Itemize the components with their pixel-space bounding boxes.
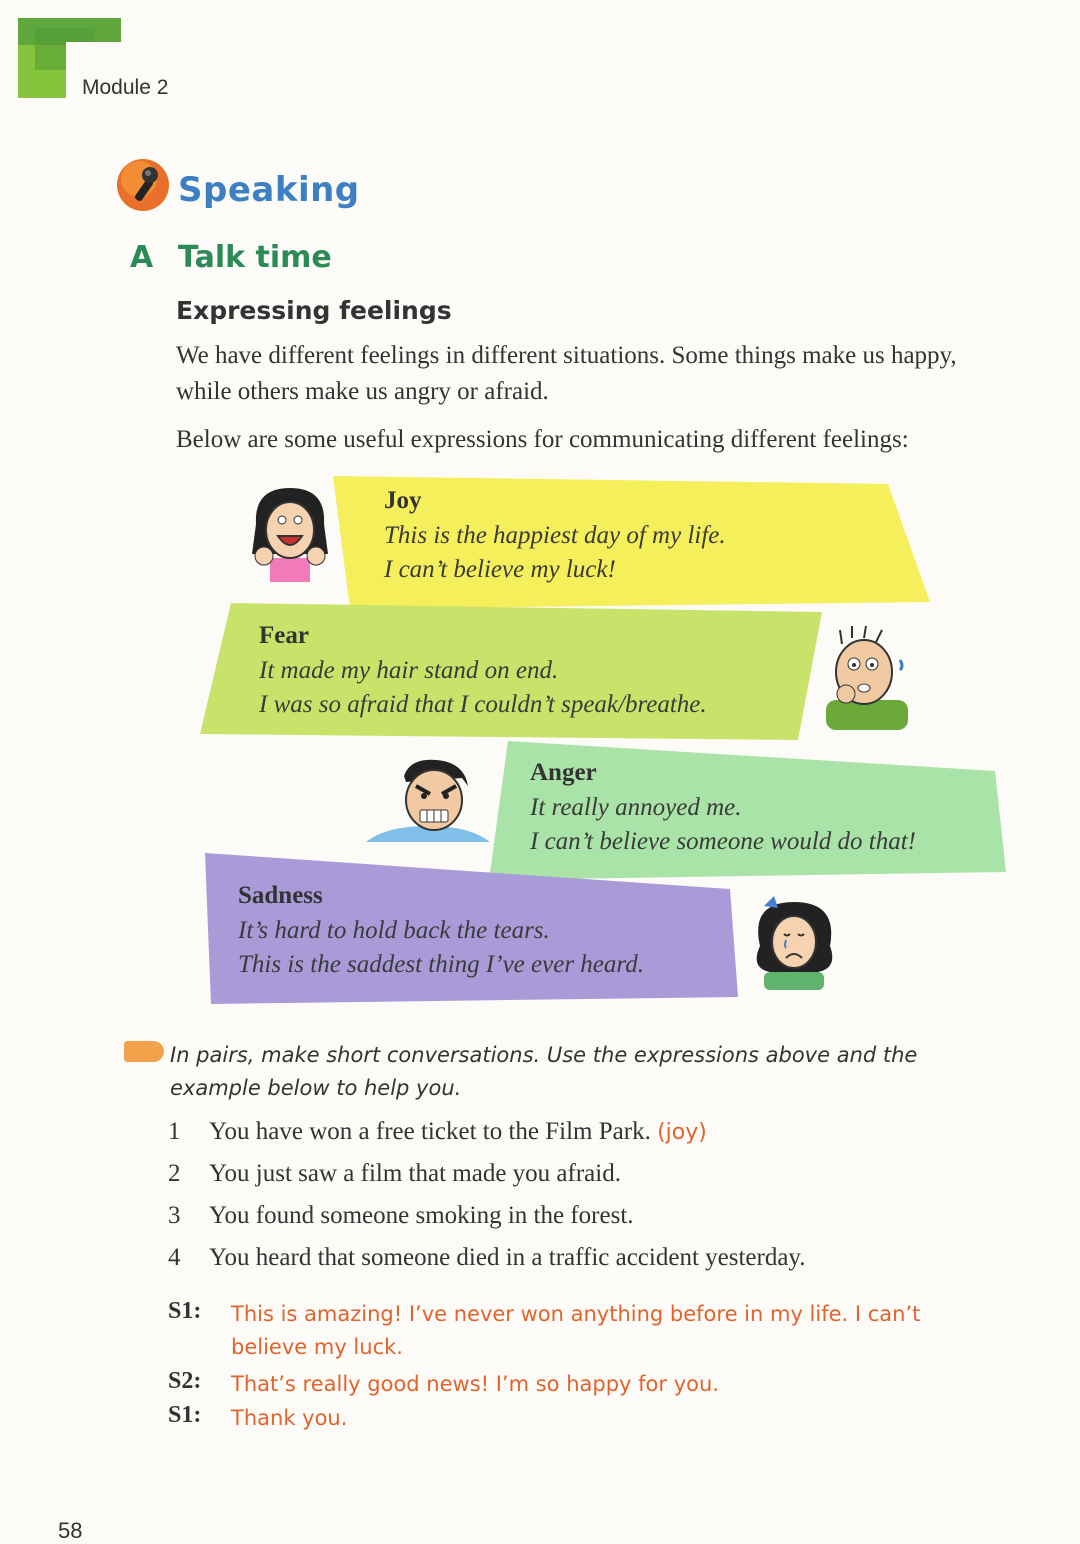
situation-number: 1 [168,1118,181,1145]
section-title: Speaking [178,170,360,210]
situation-sentence: You have won a free ticket to the Film Park. [209,1118,651,1145]
dialogue-speaker: S2: [168,1368,202,1394]
page-number: 58 [58,1518,83,1543]
dialogue-line: Thank you. [231,1406,348,1430]
situation-text [209,1118,707,1146]
dialogue-speaker: S1: [168,1298,202,1324]
card-label: Joy [384,487,422,514]
card-expression: I can’t believe someone would do that! [530,828,917,855]
card-expression: It’s hard to hold back the tears. [238,917,550,944]
situation-number: 4 [168,1244,181,1271]
instruction-text: In pairs, make short conversations. Use the expressions above and the example below to help you. [170,1043,918,1100]
card-expression: I can’t believe my luck! [384,556,616,583]
subheading: Expressing feelings [176,296,452,325]
lead-paragraph: Below are some useful expressions for communicating different feelings: [176,426,909,453]
situation-text: You found someone smoking in the forest. [209,1202,634,1229]
sadness-face-icon [744,894,844,990]
module-label: Module 2 [82,76,169,99]
card-expression: This is the saddest thing I’ve ever heard. [238,951,644,978]
card-label: Sadness [238,882,323,909]
card-expression: This is the happiest day of my life. [384,522,726,549]
anger-card [530,759,916,859]
activity-marker-icon [124,1041,164,1062]
dialogue-line: That’s really good news! I’m so happy for you. [231,1372,719,1396]
dialogue-line: This is amazing! I’ve never won anything before in my life. I can’t believe my luck. [231,1302,921,1359]
card-label: Anger [530,759,597,786]
situation-number: 2 [168,1160,181,1187]
fear-face-icon [812,624,914,730]
situation-text: You just saw a film that made you afraid. [209,1160,621,1187]
joy-face-icon [244,484,336,582]
card-label: Fear [259,622,309,649]
card-expression: It made my hair stand on end. [259,657,559,684]
sadness-card [238,882,644,982]
card-expression: I was so afraid that I couldn’t speak/breathe. [259,691,707,718]
fear-card [259,622,707,722]
anger-face-icon [366,756,492,846]
part-letter: A [130,240,154,275]
situation-number: 3 [168,1202,181,1229]
dialogue-speaker: S1: [168,1402,202,1428]
joy-card [384,487,726,587]
situation-text: You heard that someone died in a traffic accident yesterday. [209,1244,806,1271]
card-expression: It really annoyed me. [530,794,742,821]
situation-hint: (joy) [657,1120,707,1145]
intro-paragraph: We have different feelings in different situations. Some things make us happy, while others make us angry or afraid. [176,342,957,405]
part-title: Talk time [178,240,332,275]
